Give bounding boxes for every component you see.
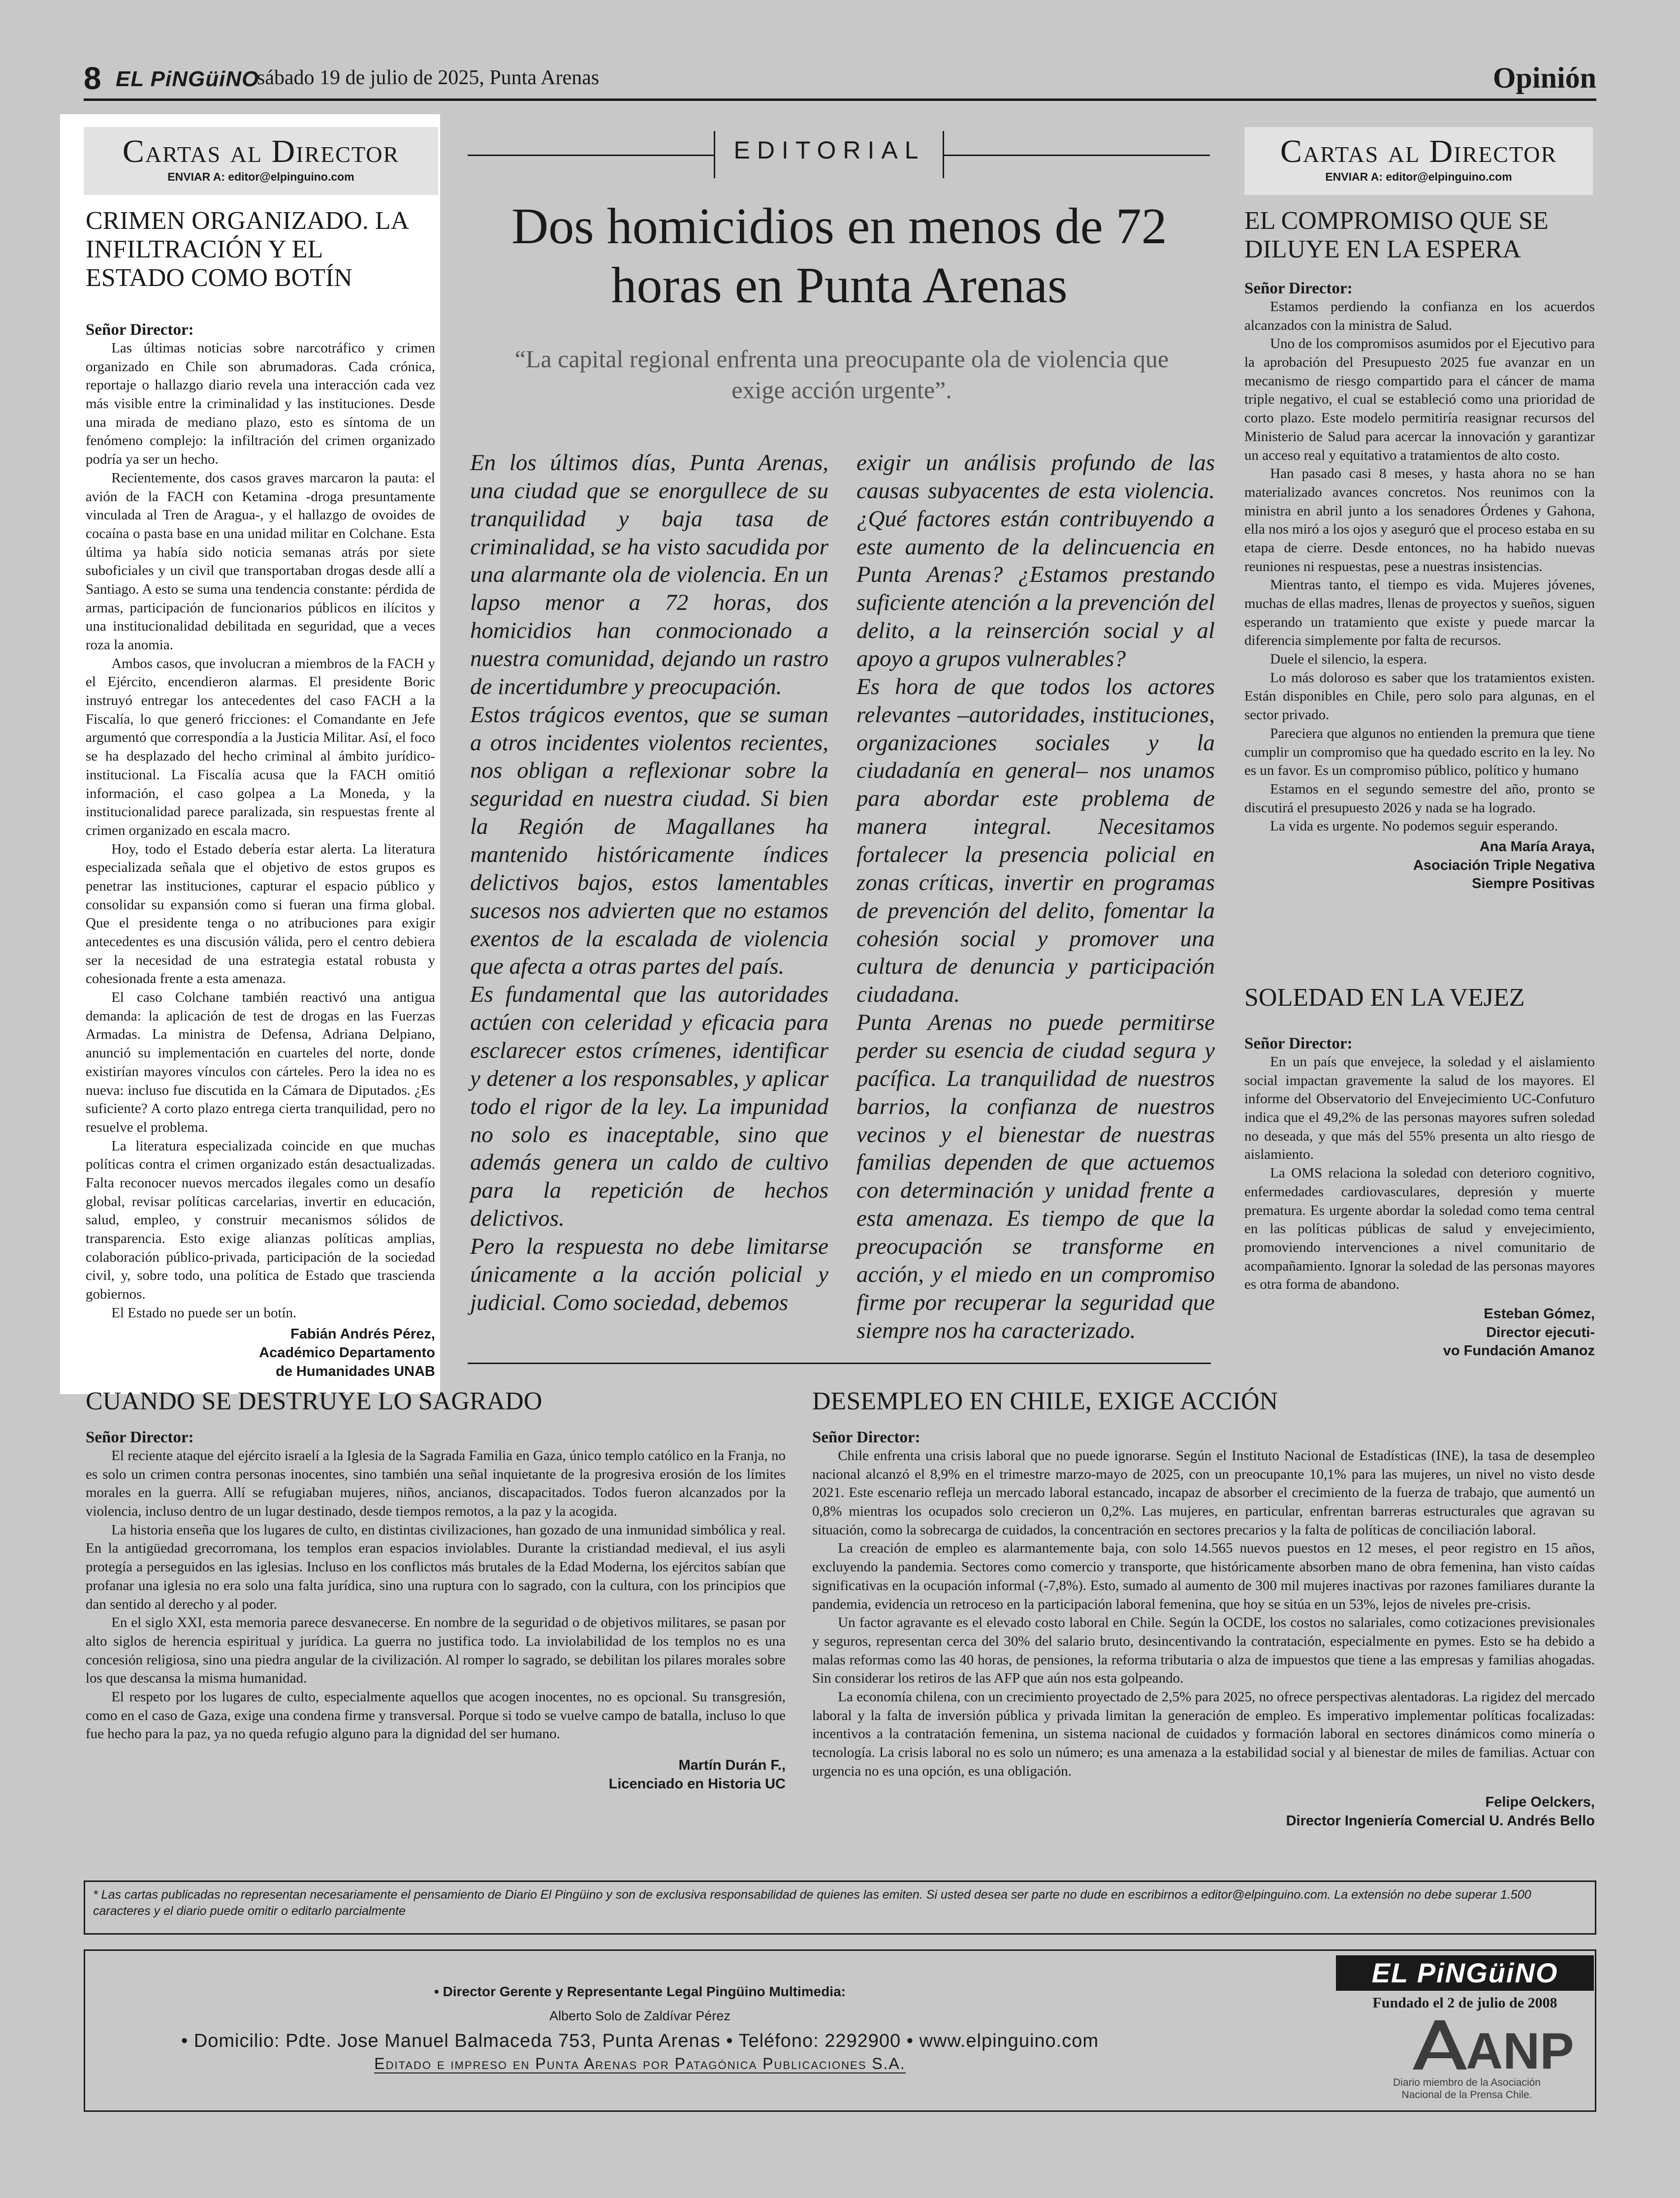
letter-salutation: Señor Director: bbox=[86, 1429, 194, 1446]
letter-headline: DESEMPLEO EN CHILE, EXIGE ACCIÓN bbox=[812, 1387, 1278, 1415]
letter-paragraph: El Estado no puede ser un botín. bbox=[111, 1305, 297, 1321]
anp-caption: Diario miembro de la Asociación Nacional de la Prensa Chile. bbox=[1393, 2077, 1541, 2101]
letter-signature bbox=[812, 1793, 1595, 1830]
letter-paragraph: La creación de empleo es alarmantemente baja, con solo 14.565 nuevos puestos en 12 meses, el peor registro en 15 años, excluyendo la pandemia. Sectores como comercio y transporte, que históricamente absorben mano de obra femenina, han visto caídas significativas en la ocupación informal (-7,8%). Esto, sumado al aumento de 300 mil mujeres inactivas por razones familiares durante la pandemia, evidencia un retroceso en la participación laboral femenina, que hoy se sitúa en un 53%, lejos de niveles pre-crisis. bbox=[812, 1540, 1595, 1612]
editorial-paragraph: Es fundamental que las autoridades actúen con celeridad y eficacia para esclarecer estos crímenes, identificar y detener a los responsables, y aplicar todo el rigor de la ley. La impunidad no solo es inaceptable, sino que además genera un caldo de cultivo para la repetición de hechos delictivos. bbox=[470, 982, 828, 1232]
section-title: Opinión bbox=[1492, 62, 1596, 94]
letter-body bbox=[86, 1447, 786, 1744]
signature-line: Fabián Andrés Pérez, bbox=[290, 1326, 435, 1342]
letter-paragraph: Duele el silencio, la espera. bbox=[1270, 651, 1427, 668]
letter-salutation: Señor Director: bbox=[1244, 1035, 1353, 1052]
anp-letters: ANP bbox=[1466, 2023, 1574, 2080]
anp-logo bbox=[1408, 2015, 1574, 2080]
letter-paragraph: Ambos casos, que involucran a miembros de la FACH y el Ejército, encendieron alarmas. El presidente Boric instruyó entregar los antecedentes del caso FACH a la Fiscalía, lo que generó fricciones: el Comandante en Jefe argumentó que correspondía a la Justicia Militar. Así, el foco se ha desplazado del hecho criminal al ámbito jurídico-institucional. La Fiscalía acusa que la FACH omitió información, el caso golpea a La Moneda, y la institucionalidad parece paralizada, sin respuestas frente al crimen organizado en escala macro. bbox=[86, 655, 435, 838]
letter-paragraph: En un país que envejece, la soledad y el aislamiento social impactan gravemente la salud de los mayores. El informe del Observatorio del Envejecimiento UC-Confuturo indica que el 49,2% de las personas mayores sufren soledad no deseada, y que más del 55% presenta un alto riesgo de aislamiento. bbox=[1244, 1054, 1595, 1163]
signature-line: Siempre Positivas bbox=[1472, 876, 1595, 892]
cartas-email: ENVIAR A: editor@elpinguino.com bbox=[167, 170, 354, 183]
letter-paragraph: Mientras tanto, el tiempo es vida. Mujeres jóvenes, muchas de ellas madres, llenas de proyectos y sueños, siguen esperando un tratamiento que existe y puede marcar la diferencia simplemente por falta de recursos. bbox=[1244, 577, 1595, 649]
masthead-small: EL PiNGüiNO bbox=[116, 67, 259, 91]
letter-body bbox=[1244, 1053, 1595, 1294]
letter-paragraph: Pareciera que algunos no entienden la premura que tiene cumplir un compromiso que ha quedado escrito en la ley. No es un favor. Es un compromiso público, político y humano bbox=[1244, 725, 1595, 779]
letter-body bbox=[812, 1447, 1595, 1781]
signature-line: Martín Durán F., bbox=[678, 1757, 786, 1773]
letter-paragraph: Lo más doloroso es saber que los tratamientos existen. Están disponibles en Chile, pero solo para algunas, en el sector privado. bbox=[1244, 669, 1595, 723]
signature-line: vo Fundación Amanoz bbox=[1443, 1343, 1595, 1359]
signature-line: Académico Departamento bbox=[259, 1345, 435, 1361]
letter-paragraph: El reciente ataque del ejército israelí a la Iglesia de la Sagrada Familia en Gaza, único templo católico en la Franja, no es solo un crimen contra personas inocentes, sino también una señal inquietante de la progresiva erosión de los límites morales en la guerra. Allí se refugiaban mujeres, niños, ancianos, discapacitados. Todos fueron alcanzados por la violencia, incluso dentro de un lugar destinado, desde tiempos remotos, a la paz y la acogida. bbox=[86, 1448, 786, 1520]
letter-paragraph: El caso Colchane también reactivó una antigua demanda: la aplicación de test de drogas en las Fuerzas Armadas. La ministra de Defensa, Adriana Delpiano, anunció su implementación en cuarteles del norte, donde existirían mayores vínculos con cárteles. Pero la idea no es nueva: incluso fue discutida en la Cámara de Diputados. ¿Es suficiente? A corto plazo entrega cierta tranquilidad, pero no resuelve el problema. bbox=[86, 989, 435, 1135]
editorial-label: EDITORIAL bbox=[733, 136, 925, 164]
letter-body bbox=[1244, 298, 1595, 836]
editorial-bottom-rule bbox=[468, 1363, 1211, 1364]
editorial-rule-tick-left bbox=[714, 131, 715, 178]
printed-by-text: Editado e impreso en Punta Arenas por Patagónica Publicaciones S.A. bbox=[374, 2055, 906, 2072]
letter-salutation: Señor Director: bbox=[86, 321, 194, 339]
letter-paragraph: La vida es urgente. No podemos seguir esperando. bbox=[1270, 818, 1558, 834]
letter-paragraph: Las últimas noticias sobre narcotráfico y crimen organizado en Chile son abrumadoras. Cada crónica, reportaje o hallazgo diario revela una interacción cada vez más visible entre la criminalidad y las instituciones. Desde una mirada de mediano plazo, esto es síntoma de un fenómeno complejo: la infiltración del crimen organizado podría ya ser un hecho. bbox=[86, 340, 435, 468]
editorial-column-2 bbox=[856, 449, 1215, 1345]
signature-line: Esteban Gómez, bbox=[1484, 1306, 1595, 1322]
editorial-subtitle: “La capital regional enfrenta una preocupante ola de violencia que exige acción urgente”. bbox=[514, 345, 1169, 404]
left-letter-body-wrap bbox=[86, 321, 435, 1381]
signature-line: Director Ingeniería Comercial U. Andrés Bello bbox=[1286, 1813, 1595, 1829]
page-number: 8 bbox=[84, 61, 101, 96]
letter-paragraph: La historia enseña que los lugares de culto, en distintas civilizaciones, han gozado de una inmunidad simbólica y real. En la antigüedad grecorromana, los templos eran espacios inviolables. Durante la cristiandad medieval, el ius asyli protegía a perseguidos en las iglesias. Incluso en los conflictos más brutales de la Edad Moderna, los ejércitos sabían que profanar una iglesia no era solo una falta jurídica, sino una ruptura con lo sagrado, con la cultura, con los principios que dan sentido al derecho y al poder. bbox=[86, 1522, 786, 1612]
editorial-column-1 bbox=[470, 449, 828, 1317]
editorial-paragraph: exigir un análisis profundo de las causas subyacentes de esta violencia. ¿Qué factores están contribuyendo a este aumento de la delincuencia en Punta Arenas? ¿Estamos prestando suficiente atención a la prevención del delito, a la reinserción social y al apoyo a grupos vulnerables? bbox=[856, 450, 1215, 672]
director-name: Alberto Solo de Zaldívar Pérez bbox=[549, 2008, 730, 2023]
signature-line: Felipe Oelckers, bbox=[1485, 1794, 1595, 1811]
editorial-paragraph: Es hora de que todos los actores relevantes –autoridades, instituciones, organizaciones sociales y la ciudadanía en general– nos unamos para abordar este problema de manera integral. Necesitamos fortalecer la presencia policial en zonas críticas, invertir en programas de prevención del delito, fomentar la cohesión social y promover una cultura de denuncia y participación ciudadana. bbox=[856, 673, 1215, 1008]
letter-paragraph: Recientemente, dos casos graves marcaron la pauta: el avión de la FACH con Ketamina -droga presuntamente vinculada al Tren de Aragua-, y el hallazgo de ovoides de cocaína o pasta base en una unidad militar en Colchane. Esta última ya había sido noticia semanas atrás por siete suboficiales y un civil que transportaban drogas desde allí a Santiago. A esto se suma una tendencia constante: pérdida de armas, participación de funcionarios públicos en ilícitos y una institucionalidad debilitada en seguridad, que a veces roza la anomia. bbox=[86, 470, 435, 653]
letter-paragraph: Estamos en el segundo semestre del año, pronto se discutirá el presupuesto 2026 y nada se ha logrado. bbox=[1244, 781, 1595, 816]
footer-printed-by bbox=[148, 2055, 1132, 2073]
letter-signature bbox=[86, 1756, 786, 1793]
director-label: • Director Gerente y Representante Legal Pingüino Multimedia: bbox=[434, 1984, 846, 1999]
letter-paragraph: Uno de los compromisos asumidos por el Ejecutivo para la aprobación del Presupuesto 2025 fue avanzar en un mecanismo de riesgo compartido para el cáncer de mama triple negativo, el cual se estableció como una prioridad de corto plazo. Este modelo permitiría reasignar recursos del Ministerio de Salud para acercar la innovación y garantizar un acceso real y equitativo a tratamientos de alto costo. bbox=[1244, 336, 1595, 463]
cartas-email: ENVIAR A: editor@elpinguino.com bbox=[1325, 170, 1512, 183]
letter-paragraph: La economía chilena, con un crecimiento proyectado de 2,5% para 2025, no ofrece perspectivas alentadoras. La rigidez del mercado laboral y la falta de inversión pública y privada limitan la generación de empleo. Es imperativo implementar políticas focalizadas: incentivos a la contratación femenina, un sistema nacional de cuidados y formación laboral en sectores dinámicos como minería o tecnología. La crisis laboral no es solo un número; es una amenaza a la estabilidad social y al bienestar de miles de familias. Actuar con urgencia no es una opción, es una obligación. bbox=[812, 1688, 1595, 1779]
letter-signature bbox=[1244, 838, 1595, 893]
letter-salutation: Señor Director: bbox=[812, 1429, 920, 1446]
signature-line: Asociación Triple Negativa bbox=[1413, 857, 1595, 873]
letter-headline: CUANDO SE DESTRUYE LO SAGRADO bbox=[86, 1387, 542, 1415]
letter-paragraph: Un factor agravante es el elevado costo laboral en Chile. Según la OCDE, los costos no salariales, como cotizaciones previsionales y seguros, representan cerca del 30% del salario bruto, desincentivando la contratación, especialmente en pymes. Esto se ha debido a malas reformas como las 40 horas, de pensiones, la reforma tributaria o alza de impuestos que tiene a las empresas y familias ahogadas. Sin considerar los retiros de las AFP que aún nos esta golpeando. bbox=[812, 1615, 1595, 1687]
signature-line: Licenciado en Historia UC bbox=[608, 1776, 786, 1792]
letter-paragraph: Estamos perdiendo la confianza en los acuerdos alcanzados con la ministra de Salud. bbox=[1244, 299, 1595, 333]
disclaimer-text: * Las cartas publicadas no representan necesariamente el pensamiento de Diario El Pingüino y son de exclusiva responsabilidad de quienes las emiten. Si usted desea ser parte no dude en escribirnos a editor@elpinguino.com. La extensión no debe superar 1.500 caracteres y el diario puede omitir o editarlo parcialmente bbox=[93, 1888, 1531, 1918]
letter-paragraph: La OMS relaciona la soledad con deterioro cognitivo, enfermedades cardiovasculares, depresión y muerte prematura. Es urgente abordar la soledad como tema central en las políticas públicas de salud y envejecimiento, promoviendo intervenciones a nivel comunitario de acompañamiento. Ignorar la soledad de las personas mayores es otra forma de abandono. bbox=[1244, 1165, 1595, 1293]
letter-paragraph: Han pasado casi 8 meses, y hasta ahora no se han materializado avances concretos. Nos reunimos con la ministra en abril junto a los senadores Órdenes y Gahona, ella nos miró a los ojos y aseguró que el proceso estaba en su etapa de cierre. Desde entonces, no ha habido nuevas reuniones ni respuestas, pese a nuestras insistencias. bbox=[1244, 466, 1595, 574]
letter-paragraph: La literatura especializada coincide en que muchas políticas contra el crimen organizado están desactualizadas. Falta reconocer nuevos mercados ilegales como un desafío global, revisar políticas carcelarias, invertir en educación, salud, empleo, y construir mecanismos sólidos de transparencia. Esto exige alianzas políticas amplias, colaboración público-privada, participación de la sociedad civil, y, sobre todo, una política de Estado que trascienda gobiernos. bbox=[86, 1138, 435, 1303]
founded-text: Fundado el 2 de julio de 2008 bbox=[1372, 1995, 1557, 2011]
bottom-right-wrap bbox=[812, 1429, 1595, 1831]
bottom-left-wrap bbox=[86, 1429, 786, 1793]
footer-logo bbox=[1336, 1955, 1594, 1991]
editorial-paragraph: Estos trágicos eventos, que se suman a otros incidentes violentos recientes, nos obligan a reflexionar sobre la seguridad en nuestra ciudad. Si bien la Región de Magallanes ha mantenido históricamente índices delictivos bajos, estos lamentables sucesos nos advierten que no estamos exentos de la escalada de violencia que afecta a otras partes del país. bbox=[470, 701, 828, 980]
logo-text: EL PiNGüiNO bbox=[1371, 1957, 1558, 1988]
signature-line: Ana María Araya, bbox=[1479, 838, 1595, 855]
letter-paragraph: Hoy, todo el Estado debería estar alerta. La literatura especializada señala que el objetivo de estos grupos es penetrar las instituciones, capturar el espacio público y consolidar su expansión como si fueran una firma global. Que el presidente tenga o no atribuciones para exigir antecedentes es una discusión válida, pero el centro debiera ser la necesidad de una estrategia estatal robusta y cohesionada frente a esta amenaza. bbox=[86, 841, 435, 987]
letter-headline: SOLEDAD EN LA VEJEZ bbox=[1244, 984, 1525, 1012]
signature-line: de Humanidades UNAB bbox=[276, 1363, 435, 1379]
letter-signature bbox=[86, 1325, 435, 1381]
disclaimer-box bbox=[84, 1880, 1596, 1935]
editorial-title: Dos homicidios en menos de 72 horas en Punta Arenas bbox=[511, 198, 1167, 314]
letter-headline: CRIMEN ORGANIZADO. LA INFILTRACIÓN Y EL ESTADO COMO BOTÍN bbox=[86, 207, 408, 292]
cartas-header-right bbox=[1244, 127, 1593, 195]
editorial-paragraph: En los últimos días, Punta Arenas, una ciudad que se enorgullece de su tranquilidad y baja tasa de criminalidad, se ha visto sacudida por una alarmante ola de violencia. En un lapso menor a 72 horas, dos homicidios han conmocionado a nuestra comunidad, dejando un rastro de incertidumbre y preocupación. bbox=[470, 450, 828, 700]
cartas-title: Cartas al Director bbox=[1280, 133, 1557, 169]
letter-paragraph: Chile enfrenta una crisis laboral que no puede ignorarse. Según el Instituto Nacional de Estadísticas (INE), la tasa de desempleo nacional alcanzó el 8,9% en el trimestre marzo-mayo de 2025, con un preocupante 10,1% para las mujeres, un nivel no visto desde 2021. Este escenario refleja un mercado laboral estancado, incapaz de absorber el crecimiento de la fuerza de trabajo, que aumentó un 0,8% mientras los ocupados solo crecieron un 0,2%. Las mujeres, en particular, enfrentan barreras estructurales que agravan su situación, como la sobrecarga de cuidados, la concentración en sectores precarios y la falta de políticas de conciliación laboral. bbox=[812, 1448, 1595, 1538]
letter-body bbox=[86, 339, 435, 1322]
footer-address: • Domicilio: Pdte. Jose Manuel Balmaceda 753, Punta Arenas • Teléfono: 2292900 • www.elpinguino.com bbox=[181, 2031, 1099, 2051]
cartas-title: Cartas al Director bbox=[122, 133, 400, 169]
letter-paragraph: El respeto por los lugares de culto, especialmente aquellos que acogen inocentes, no es opcional. Su transgresión, como en el caso de Gaza, exige una condena firme y transversal. Porque si todo se vuelve campo de batalla, incluso lo que fue hecho para la paz, ya no queda refugio alguno para la dignidad del ser humano. bbox=[86, 1688, 786, 1742]
signature-line: Director ejecuti- bbox=[1486, 1324, 1595, 1340]
date-line: sábado 19 de julio de 2025, Punta Arenas bbox=[257, 66, 600, 89]
editorial-rule-left bbox=[468, 155, 714, 156]
right-letter2-wrap bbox=[1244, 1035, 1595, 1361]
editorial-paragraph: Punta Arenas no puede permitirse perder su esencia de ciudad segura y pacífica. La tranquilidad de nuestros barrios, la confianza de nuestros vecinos y el bienestar de nuestras familias dependen de que actuemos con determinación y unidad frente a esta amenaza. Es tiempo de que la preocupación se transforme en acción, y el miedo en un compromiso firme por recuperar la seguridad que siempre nos ha caracterizado. bbox=[856, 1010, 1215, 1343]
header-rule bbox=[84, 98, 1596, 101]
letter-signature bbox=[1244, 1305, 1595, 1361]
footer-credits bbox=[148, 1984, 1132, 2073]
letter-salutation: Señor Director: bbox=[1244, 280, 1353, 297]
letter-headline: EL COMPROMISO QUE SE DILUYE EN LA ESPERA bbox=[1244, 207, 1549, 264]
editorial-rule-right bbox=[944, 155, 1210, 156]
editorial-paragraph: Pero la respuesta no debe limitarse únicamente a la acción policial y judicial. Como sociedad, debemos bbox=[470, 1234, 828, 1315]
cartas-header-left bbox=[84, 127, 438, 195]
anp-logo-mark bbox=[1408, 2015, 1574, 2080]
letter-paragraph: En el siglo XXI, esta memoria parece desvanecerse. En nombre de la seguridad o de objetivos militares, se pasan por alto siglos de herencia espiritual y jurídica. La guerra no justifica todo. La inviolabilidad de los templos no es una concesión religiosa, sino una piedra angular de la civilización. Al romper lo sagrado, se debilitan los pilares morales sobre los que descansa la misma humanidad. bbox=[86, 1615, 786, 1687]
right-letter1-wrap bbox=[1244, 280, 1595, 893]
